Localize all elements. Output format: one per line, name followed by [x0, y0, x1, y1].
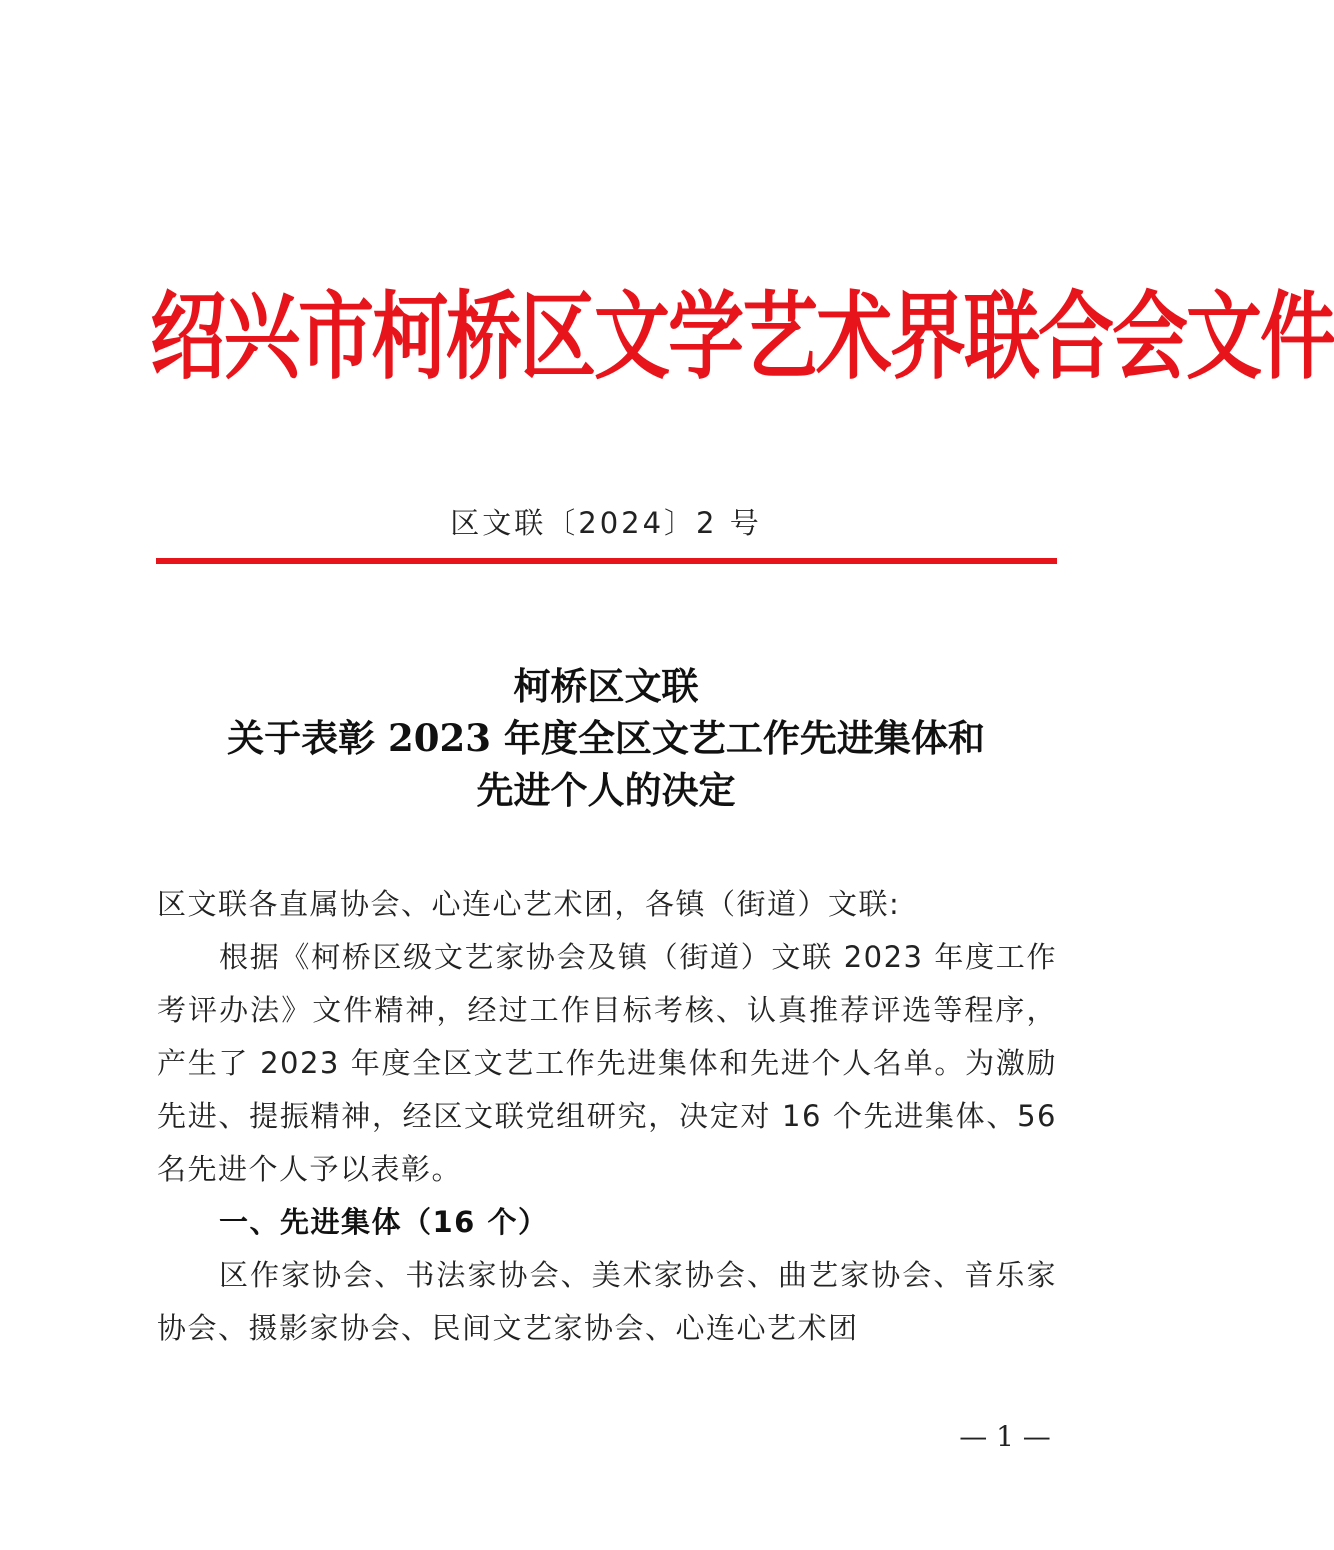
- red-divider-rule: [156, 558, 1057, 564]
- title-line-2: 关于表彰 2023 年度全区文艺工作先进集体和: [227, 716, 985, 760]
- section-paragraph: 区作家协会、书法家协会、美术家协会、曲艺家协会、音乐家协会、摄影家协会、民间文艺家协会、心连心艺术团: [157, 1258, 1057, 1345]
- document-number: 区文联〔2024〕2 号: [450, 506, 762, 540]
- title-line-1: 柯桥区文联: [513, 664, 699, 708]
- masthead-title: 绍兴市柯桥区文学艺术界联合会文件: [150, 280, 1334, 392]
- title-line-3: 先进个人的决定: [476, 768, 736, 812]
- body-paragraph: 根据《柯桥区级文艺家协会及镇（街道）文联 2023 年度工作考评办法》文件精神，经过工作目标考核、认真推荐评选等程序，产生了 2023 年度全区文艺工作先进集体和先进个人名单。为激励先进、提振精神，经区文联党组研究，决定对 16 个先进集体、56 名先进个人予以表彰。: [157, 940, 1057, 1186]
- page-number: — 1 —: [959, 1420, 1051, 1453]
- salutation: 区文联各直属协会、心连心艺术团，各镇（街道）文联:: [157, 887, 901, 921]
- document-title: [150, 660, 1062, 816]
- document-body: [157, 878, 1057, 1355]
- section-heading: 一、先进集体（16 个）: [219, 1205, 549, 1239]
